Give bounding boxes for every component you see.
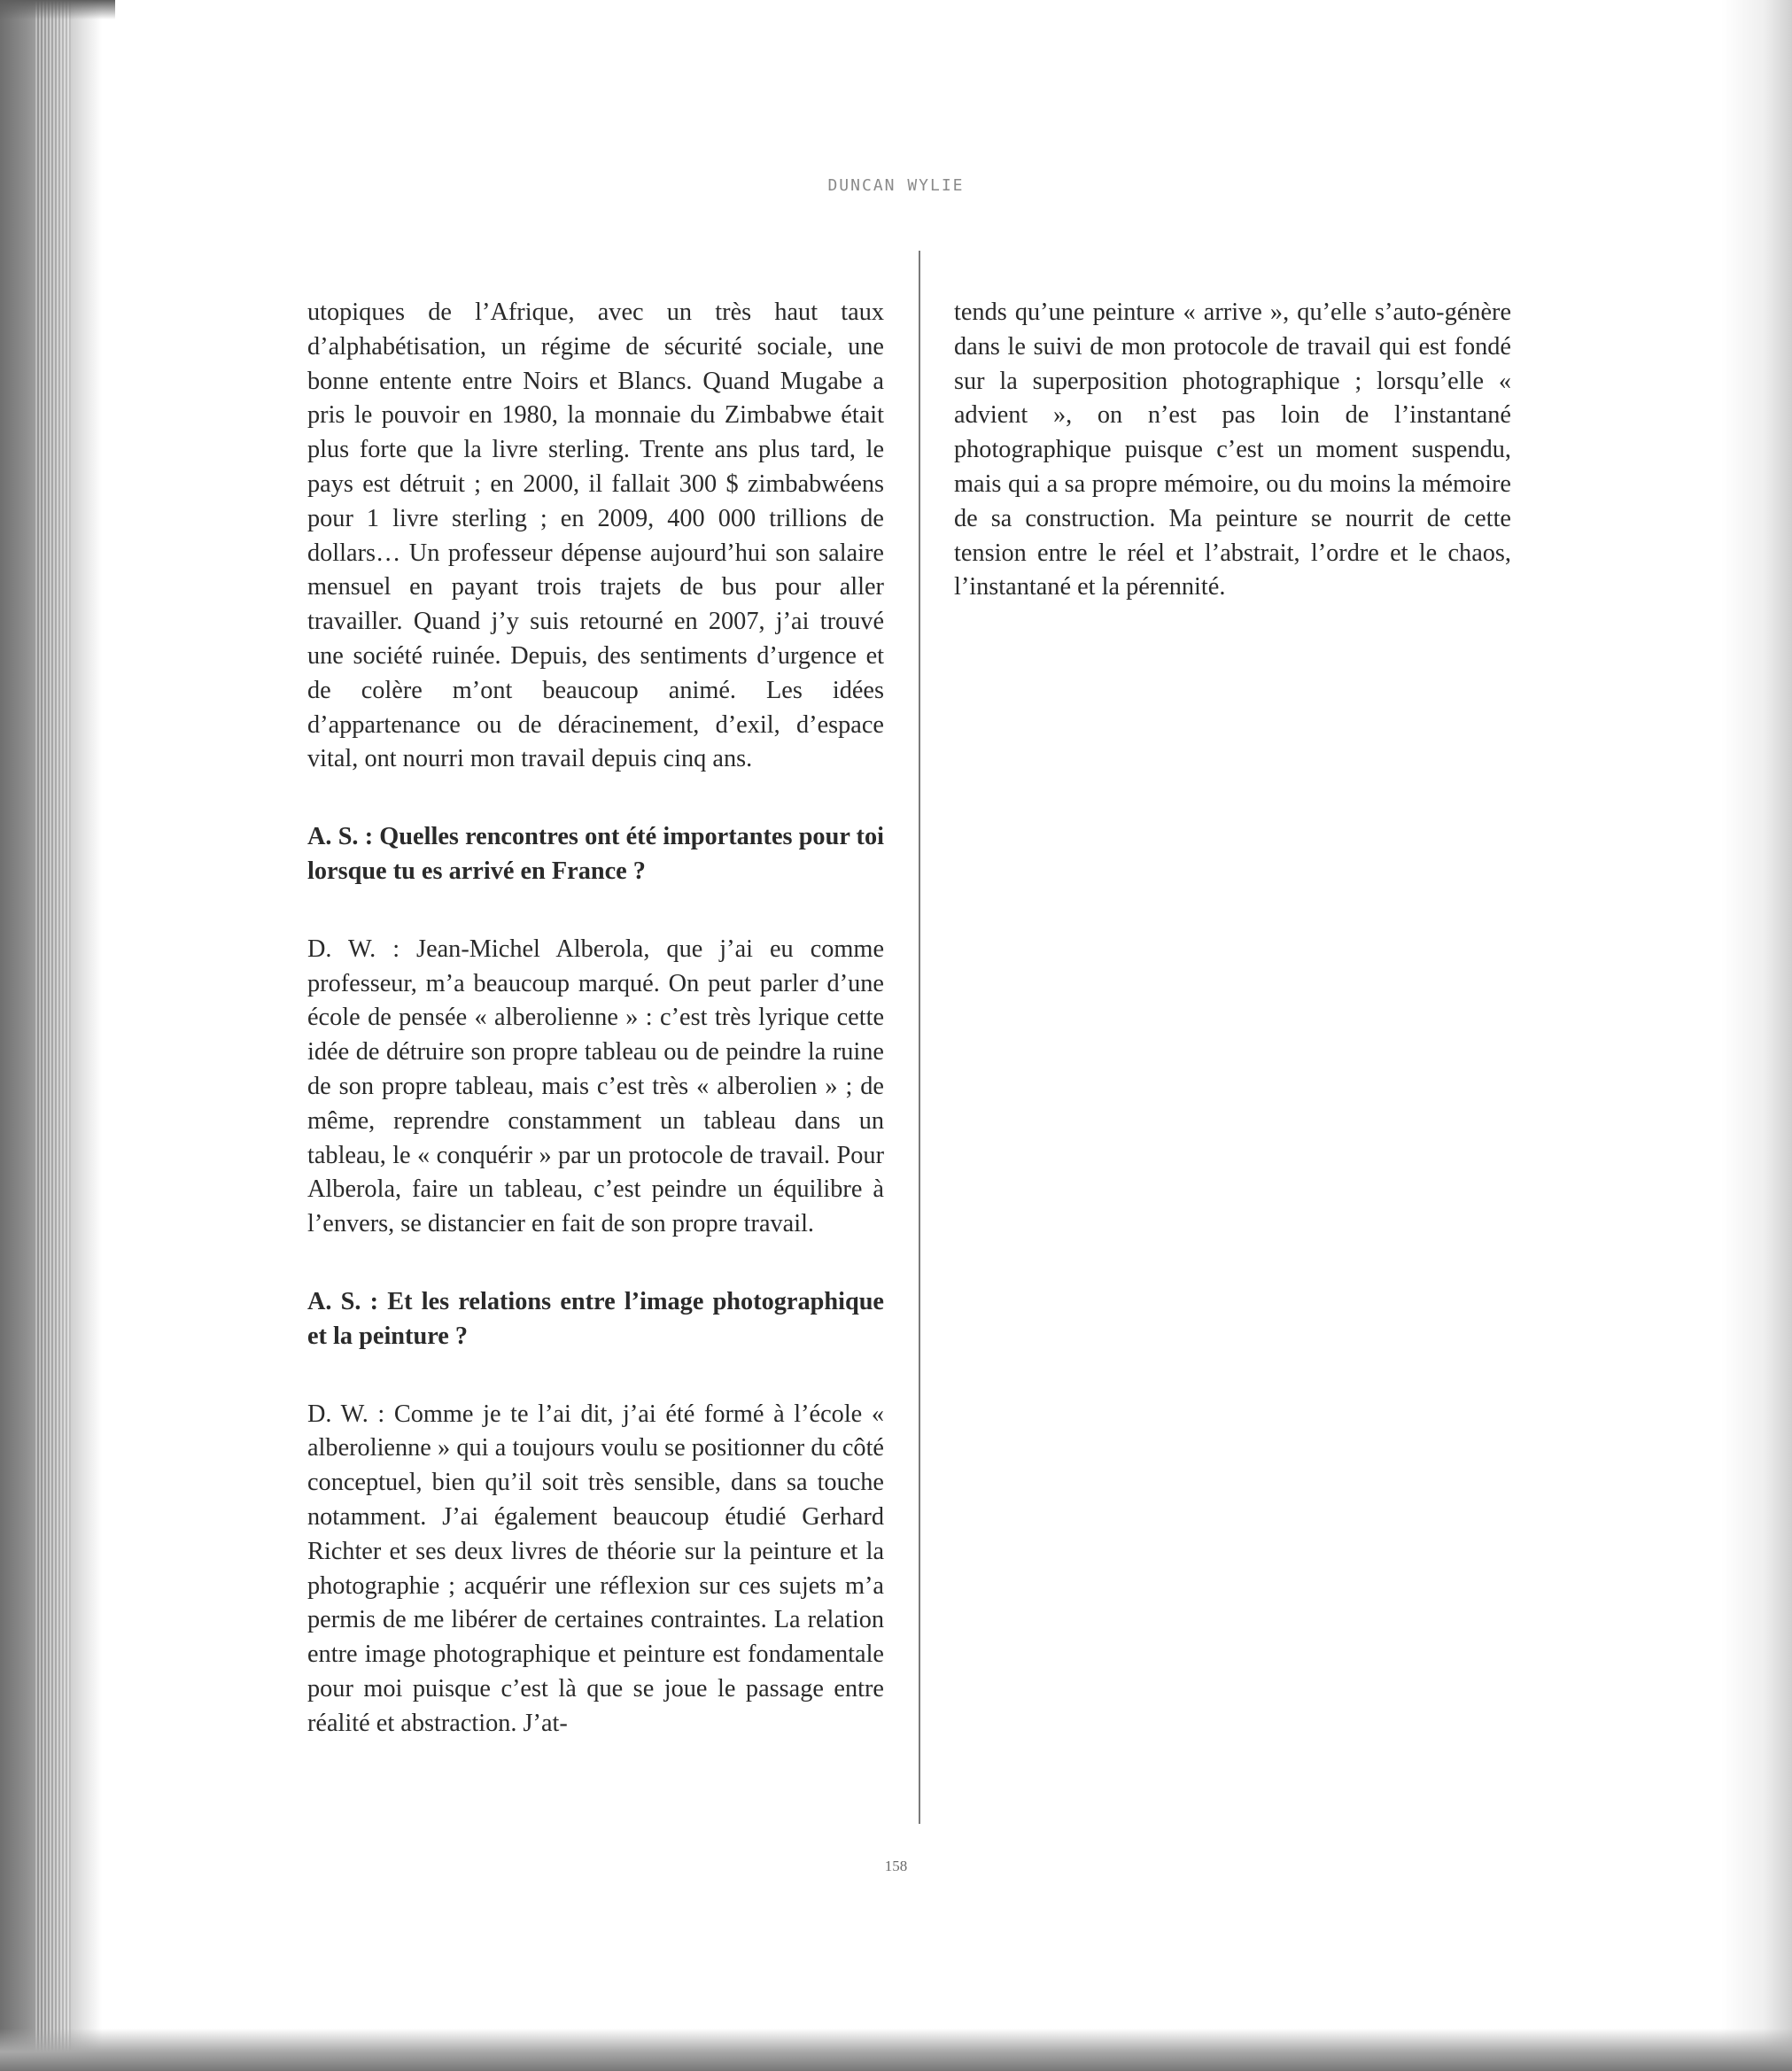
paragraph-answer: D. W. : Comme je te l’ai dit, j’ai été formé à l’école « alberolienne » qui a toujours voulu se positionner du côté conceptuel, bien qu’il soit très sensible, dans sa touche notamment. J’ai également beaucoup étudié Gerhard Richter et ses deux livres de théorie sur la peinture et la photographie ; acquérir une réflexion sur ces sujets m’a permis de me libérer de certaines contraintes. La relation entre image photographique et peinture est fondamentale pour moi puisque c’est là que se joue le passage entre réalité et abstraction. J’at- — [307, 1400, 884, 1737]
page-number: 158 — [884, 1858, 908, 1874]
left-column — [307, 296, 884, 1784]
paragraph-question: A. S. : Quelles rencontres ont été importantes pour toi lorsque tu es arrivé en France ? — [307, 823, 884, 885]
right-column — [954, 296, 1511, 648]
paragraph-question: A. S. : Et les relations entre l’image photographique et la peinture ? — [307, 1287, 884, 1350]
paragraph-answer: D. W. : Jean-Michel Alberola, que j’ai eu comme professeur, m’a beaucoup marqué. On peut parler d’une école de pensée « alberolienne » : c’est très lyrique cette idée de détruire son propre tableau ou de peindre la ruine de son propre tableau, mais c’est très « alberolien » ; de même, reprendre constamment un tableau dans un tableau, le « conquérir » par un protocole de travail. Pour Alberola, faire un tableau, c’est peindre un équilibre à l’envers, se distancier en fait de son propre travail. — [307, 935, 884, 1238]
bottom-edge-shadow — [0, 2028, 1792, 2071]
top-fold-shadow — [0, 0, 115, 19]
running-head: DUNCAN WYLIE — [827, 176, 965, 195]
paragraph-answer: utopiques de l’Afrique, avec un très haut taux d’alphabétisation, un régime de sécurité sociale, une bonne entente entre Noirs et Blancs. Quand Mugabe a pris le pouvoir en 1980, la monnaie du Zimbabwe était plus forte que la livre sterling. Trente ans plus tard, le pays est détruit ; en 2000, il fallait 300 $ zimbabwéens pour 1 livre sterling ; en 2009, 400 000 trillions de dollars… Un professeur dépense aujourd’hui son salaire mensuel en payant trois trajets de bus pour aller travailler. Quand j’y suis retourné en 2007, j’ai trouvé une société ruinée. Depuis, des sentiments d’urgence et de colère m’ont beaucoup animé. Les idées d’appartenance ou de déracinement, d’exil, d’espace vital, ont nourri mon travail depuis cinq ans. — [307, 299, 884, 773]
column-divider — [919, 251, 920, 1824]
paragraph-answer: tends qu’une peinture « arrive », qu’elle s’auto-génère dans le suivi de mon protocole de travail qui est fondé sur la superposition photographique ; lorsqu’elle « advient », on n’est pas loin de l’instantané photographique puisque c’est un moment suspendu, mais qui a sa propre mémoire, ou du moins la mémoire de sa construction. Ma peinture se nourrit de cette tension entre le réel et l’abstrait, l’ordre et le chaos, l’instantané et la pérennité. — [954, 299, 1511, 601]
page-stack-edges — [35, 0, 71, 2071]
right-edge-shadow — [1721, 0, 1792, 2071]
